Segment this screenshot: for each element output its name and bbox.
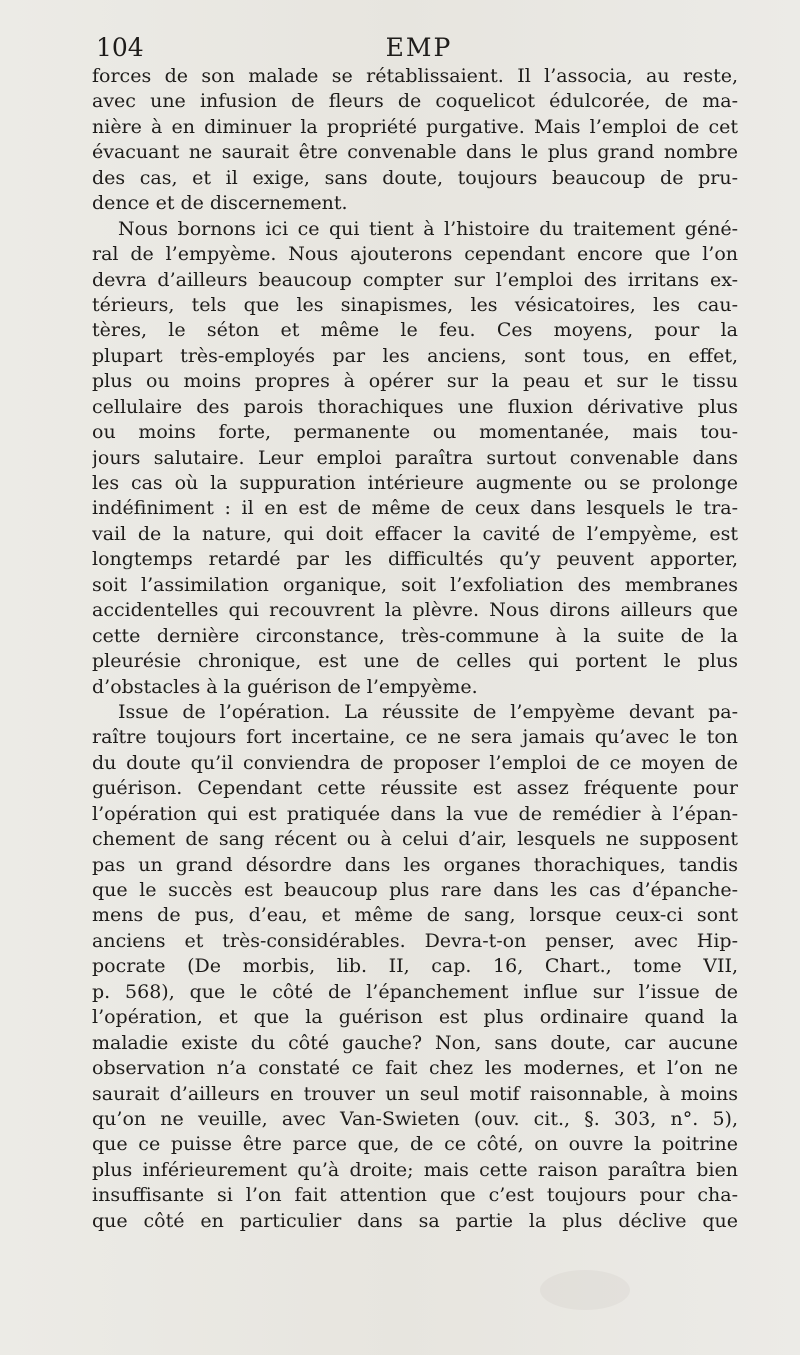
text-line: l’opération, et que la guérison est plus ordinaire quand la	[92, 1006, 738, 1029]
text-line: Issue de l’opération. La réussite de l’empyème devant pa-	[118, 700, 738, 723]
text-line: les cas où la suppuration intérieure augmente ou se prolonge	[92, 472, 738, 494]
text-line: chement de sang récent ou à celui d’air, lesquels ne supposent	[92, 828, 738, 851]
text-line: ou moins forte, permanente ou momentanée, mais tou-	[92, 421, 738, 444]
text-line: anciens et très-considérables. Devra-t-on penser, avec Hip-	[92, 929, 738, 952]
text-line: plus ou moins propres à opérer sur la peau et sur le tissu	[92, 370, 738, 393]
text-line: forces de son malade se rétablissaient. Il l’associa, au reste,	[92, 65, 738, 87]
text-line: observation n’a constaté ce fait chez les modernes, et l’on ne	[92, 1057, 738, 1080]
running-title: EMP	[385, 33, 453, 62]
text-line: mens de pus, d’eau, et même de sang, lorsque ceux-ci sont	[92, 904, 738, 927]
text-line: l’opération qui est pratiquée dans la vue de remédier à l’épan-	[92, 802, 738, 825]
text-line: évacuant ne saurait être convenable dans le plus grand nombre	[92, 141, 738, 164]
text-line: ral de l’empyème. Nous ajouterons cependant encore que l’on	[92, 243, 738, 266]
text-line: du doute qu’il conviendra de proposer l’emploi de ce moyen de	[92, 751, 738, 774]
text-line: des cas, et il exige, sans doute, toujours beaucoup de pru-	[92, 166, 738, 189]
text-line: soit l’assimilation organique, soit l’exfoliation des membranes	[92, 573, 738, 596]
text-line: saurait d’ailleurs en trouver un seul motif raisonnable, à moins	[92, 1082, 738, 1105]
text-line: Nous bornons ici ce qui tient à l’histoire du traitement géné-	[118, 217, 738, 240]
text-line: que ce puisse être parce que, de ce côté, on ouvre la poitrine	[92, 1133, 738, 1156]
text-line: pocrate (De morbis, lib. II, cap. 16, Chart., tome VII,	[92, 955, 738, 978]
text-line: devra d’ailleurs beaucoup compter sur l’emploi des irritans ex-	[92, 268, 738, 291]
text-line: vail de la nature, qui doit effacer la cavité de l’empyème, est	[92, 522, 738, 545]
text-line: maladie existe du côté gauche? Non, sans doute, car aucune	[92, 1031, 738, 1054]
text-line: insuffisante si l’on fait attention que c’est toujours pour cha-	[92, 1184, 738, 1207]
text-line: avec une infusion de fleurs de coquelicot édulcorée, de ma-	[92, 90, 738, 113]
text-line: cette dernière circonstance, très-commune à la suite de la	[92, 624, 738, 647]
text-line: pleurésie chronique, est une de celles qui portent le plus	[92, 650, 738, 673]
body-text	[92, 64, 738, 1234]
text-line: plus inférieurement qu’à droite; mais cette raison paraîtra bien	[92, 1158, 738, 1181]
text-line: nière à en diminuer la propriété purgative. Mais l’emploi de cet	[92, 115, 738, 138]
text-line: que côté en particulier dans sa partie la plus déclive que	[92, 1209, 738, 1232]
text-line: guérison. Cependant cette réussite est assez fréquente pour	[92, 777, 738, 800]
text-line: tères, le séton et même le feu. Ces moyens, pour la	[92, 319, 738, 342]
text-line: dence et de discernement.	[92, 192, 348, 215]
text-line: jours salutaire. Leur emploi paraîtra surtout convenable dans	[92, 446, 738, 469]
text-line: d’obstacles à la guérison de l’empyème.	[92, 675, 478, 698]
text-line: pas un grand désordre dans les organes thorachiques, tandis	[92, 853, 738, 876]
text-line: longtemps retardé par les difficultés qu’y peuvent apporter,	[92, 548, 738, 571]
text-line: que le succès est beaucoup plus rare dans les cas d’épanche-	[92, 879, 738, 901]
page-number: 104	[96, 33, 144, 62]
paper-stain	[540, 1270, 630, 1310]
running-head	[96, 30, 742, 66]
text-line: térieurs, tels que les sinapismes, les vésicatoires, les cau-	[92, 293, 738, 316]
text-line: raître toujours fort incertaine, ce ne sera jamais qu’avec le ton	[92, 726, 738, 749]
text-line: p. 568), que le côté de l’épanchement influe sur l’issue de	[92, 980, 738, 1003]
text-line: indéfiniment : il en est de même de ceux dans lesquels le tra-	[92, 497, 738, 520]
text-line: cellulaire des parois thorachiques une fluxion dérivative plus	[92, 395, 738, 418]
text-line: plupart très-employés par les anciens, sont tous, en effet,	[92, 344, 738, 367]
text-line: accidentelles qui recouvrent la plèvre. Nous dirons ailleurs que	[92, 599, 738, 622]
text-line: qu’on ne veuille, avec Van-Swieten (ouv. cit., §. 303, n°. 5),	[92, 1107, 738, 1130]
